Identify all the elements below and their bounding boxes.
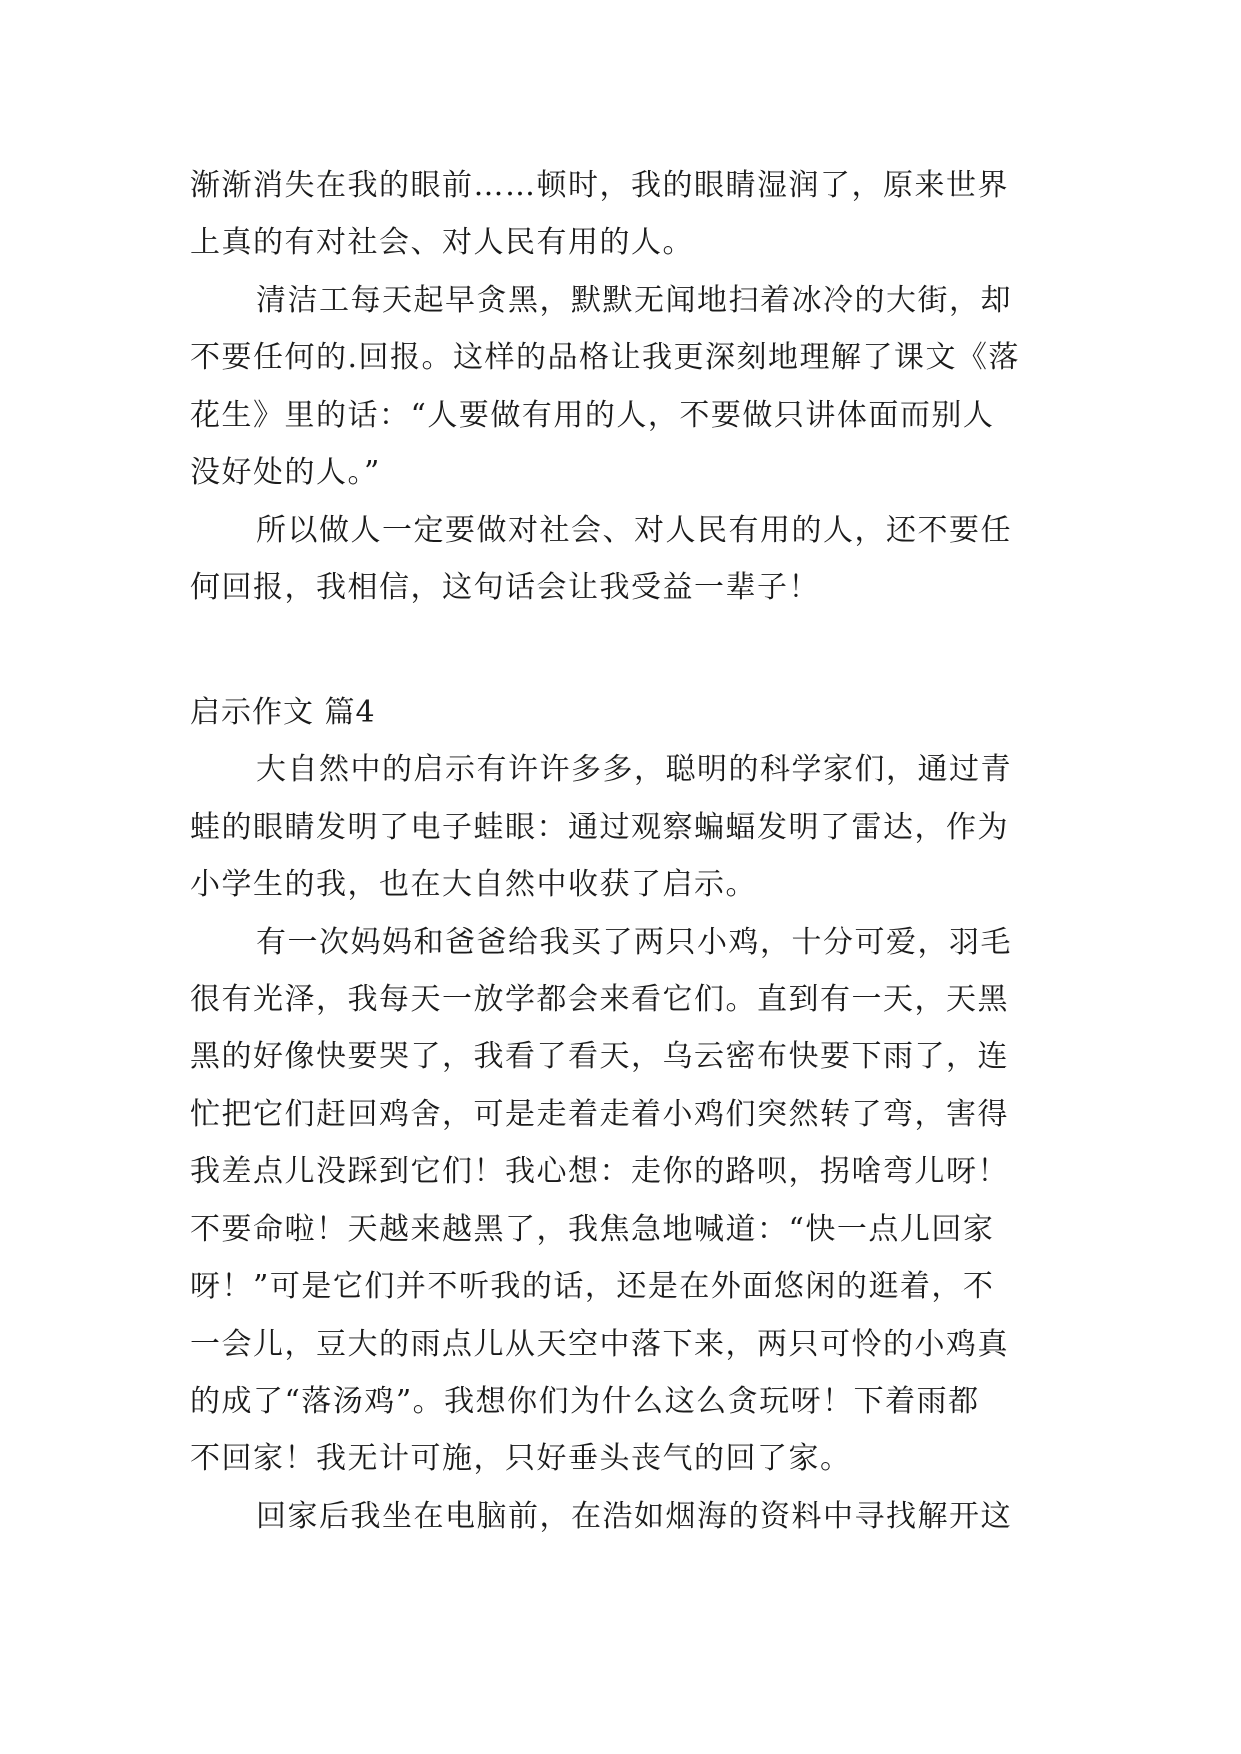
paragraph-line: 渐渐消失在我的眼前……顿时，我的眼睛湿润了，原来世界 bbox=[190, 168, 1009, 203]
paragraph-line: 一会儿，豆大的雨点儿从天空中落下来，两只可怜的小鸡真 bbox=[190, 1327, 1009, 1362]
paragraph-line: 的成了“落汤鸡”。我想你们为什么这么贪玩呀！下着雨都 bbox=[190, 1384, 980, 1419]
paragraph-line: 回家后我坐在电脑前，在浩如烟海的资料中寻找解开这 bbox=[256, 1499, 1012, 1534]
paragraph-line: 蛙的眼睛发明了电子蛙眼：通过观察蝙蝠发明了雷达，作为 bbox=[190, 810, 1009, 845]
paragraph-line: 很有光泽，我每天一放学都会来看它们。直到有一天，天黑 bbox=[190, 982, 1009, 1017]
paragraph-line: 呀！”可是它们并不听我的话，还是在外面悠闲的逛着，不 bbox=[190, 1269, 995, 1304]
paragraph-line: 不回家！我无计可施，只好垂头丧气的回了家。 bbox=[190, 1441, 852, 1476]
paragraph-line: 没好处的人。” bbox=[190, 455, 381, 490]
paragraph-line: 所以做人一定要做对社会、对人民有用的人，还不要任 bbox=[256, 513, 1012, 548]
paragraph-line: 不要命啦！天越来越黑了，我焦急地喊道：“快一点儿回家 bbox=[190, 1212, 995, 1247]
paragraph-line: 黑的好像快要哭了，我看了看天，乌云密布快要下雨了，连 bbox=[190, 1039, 1009, 1074]
paragraph-line: 我差点儿没踩到它们！我心想：走你的路呗，拐啥弯儿呀！ bbox=[190, 1154, 1009, 1189]
paragraph-line: 忙把它们赶回鸡舍，可是走着走着小鸡们突然转了弯，害得 bbox=[190, 1097, 1009, 1132]
paragraph-line: 清洁工每天起早贪黑，默默无闻地扫着冰冷的大街，却 bbox=[256, 283, 1012, 318]
paragraph-line: 小学生的我，也在大自然中收获了启示。 bbox=[190, 867, 757, 902]
paragraph-line: 花生》里的话：“人要做有用的人，不要做只讲体面而别人 bbox=[190, 398, 995, 433]
paragraph-line: 不要任何的.回报。这样的品格让我更深刻地理解了课文《落 bbox=[190, 340, 1021, 375]
paragraph-line: 上真的有对社会、对人民有用的人。 bbox=[190, 225, 694, 260]
paragraph-line: 有一次妈妈和爸爸给我买了两只小鸡，十分可爱，羽毛 bbox=[256, 925, 1012, 960]
paragraph-line: 大自然中的启示有许许多多，聪明的科学家们，通过青 bbox=[256, 752, 1012, 787]
paragraph-line: 何回报，我相信，这句话会让我受益一辈子！ bbox=[190, 570, 820, 605]
section-heading: 启示作文 篇4 bbox=[190, 695, 376, 730]
